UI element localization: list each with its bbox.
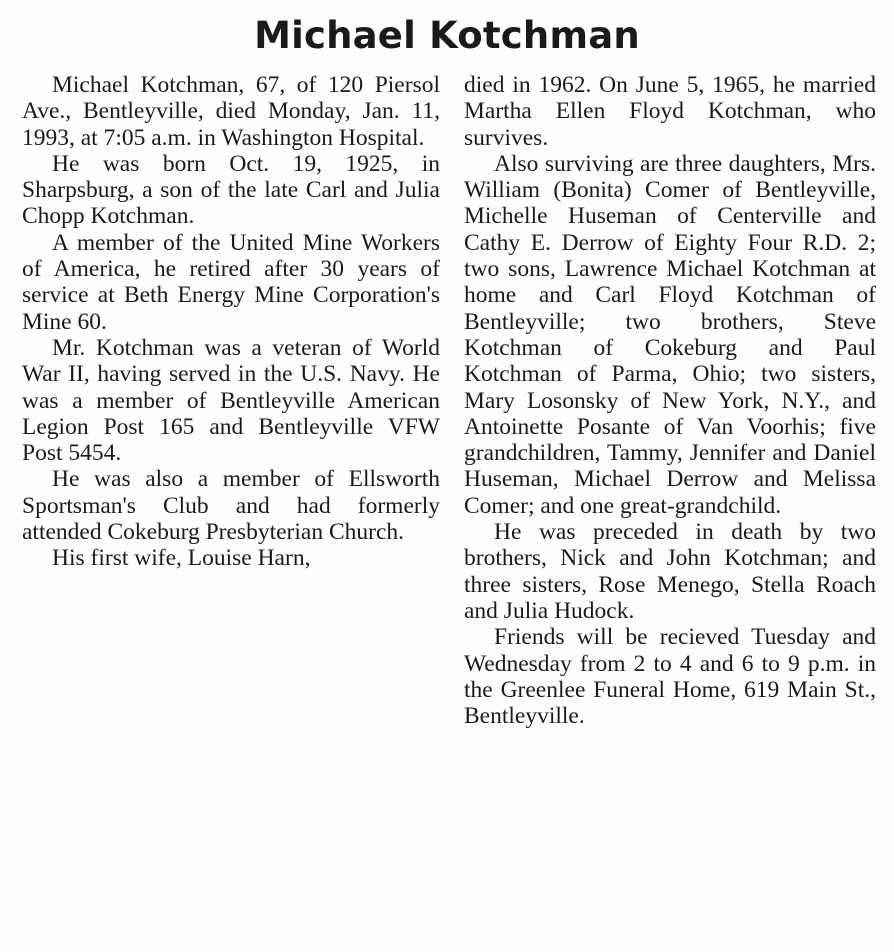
paragraph-death-notice: Michael Kotchman, 67, of 120 Piersol Ave., Bentleyville, died Monday, Jan. 11, 1993, at 7:05 a.m. in Washington Hospital.: [22, 72, 440, 151]
paragraph-military: Mr. Kotchman was a veteran of World War II, having served in the U.S. Navy. He was a member of Bentleyville American Legion Post 165 and Bentleyville VFW Post 5454.: [22, 334, 440, 467]
obituary-headline: Michael Kotchman: [254, 14, 640, 57]
paragraph-visitation: Friends will be recieved Tuesday and Wednesday from 2 to 4 and 6 to 9 p.m. in the Greenlee Funeral Home, 619 Main St., Bentleyville.: [464, 624, 876, 730]
paragraph-survivors: Also surviving are three daughters, Mrs. William (Bonita) Comer of Bentleyville, Michelle Huseman of Centerville and Cathy E. Derrow of Eighty Four R.D. 2; two sons, Lawrence Michael Kotchman at home and Carl Floyd Kotchman of Bentleyville; two brothers, Steve Kotchman of Cokeburg and Paul Kotchman of Parma, Ohio; two sisters, Mary Losonsky of New York, N.Y., and Antoinette Posante of Van Voorhis; five grandchildren, Tammy, Jennifer and Daniel Huseman, Michael Derrow and Melissa Comer; and one great-grandchild.: [464, 150, 876, 519]
left-column: [22, 72, 440, 572]
right-column: [464, 72, 876, 729]
paragraph-preceded-in-death: He was preceded in death by two brothers, Nick and John Kotchman; and three sisters, Rose Menego, Stella Roach and Julia Hudock.: [464, 519, 876, 624]
paragraph-marriage: died in 1962. On June 5, 1965, he married Martha Ellen Floyd Kotchman, who survives.: [464, 72, 876, 151]
paragraph-memberships: He was also a member of Ellsworth Sportsman's Club and had formerly attended Cokeburg Presbyterian Church.: [22, 466, 440, 546]
paragraph-birth: He was born Oct. 19, 1925, in Sharpsburg, a son of the late Carl and Julia Chopp Kotchman.: [22, 150, 440, 230]
paragraph-first-wife: His first wife, Louise Harn,: [52, 545, 311, 572]
paragraph-career: A member of the United Mine Workers of America, he retired after 30 years of service at Beth Energy Mine Corporation's Mine 60.: [22, 229, 440, 335]
